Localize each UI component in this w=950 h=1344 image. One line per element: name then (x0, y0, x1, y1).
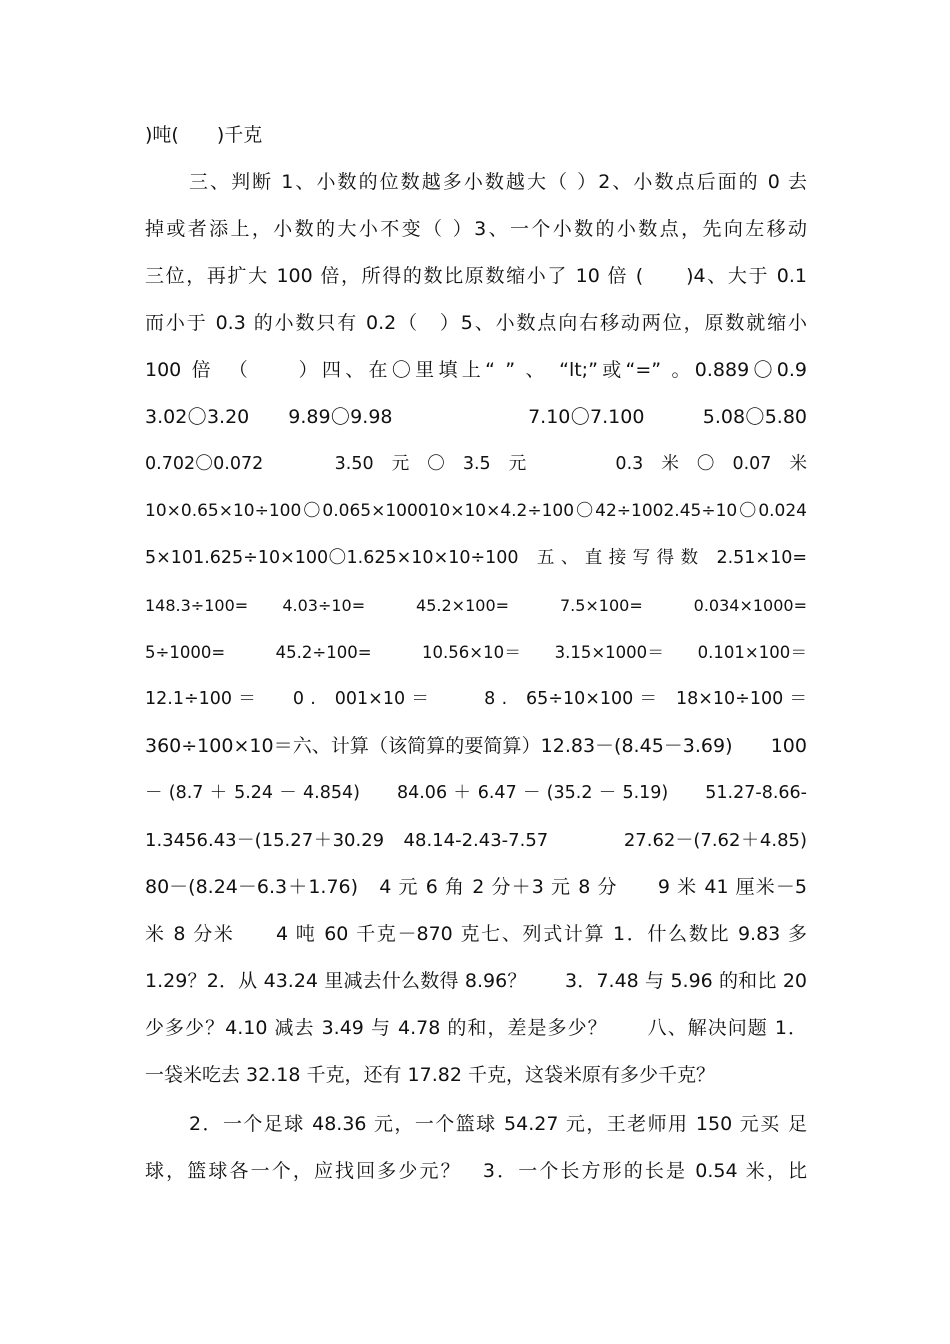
text-line: 米 8 分米 4 吨 60 千克－870 克七、列式计算 1．什么数比 9.83 多 (145, 923, 807, 945)
text-line: － (8.7 ＋ 5.24 － 4.854) 84.06 ＋ 6.47 － (35.2 － 5.19) 51.27-8.66- (145, 783, 807, 803)
text-line: 少多少？4.10 减去 3.49 与 4.78 的和，差是多少？ 八、解决问题 1． (145, 1017, 807, 1039)
text-line: 1.3456.43－(15.27＋30.29 48.14-2.43-7.57 27.62－(7.62＋4.85) (145, 830, 807, 851)
text-line: 148.3÷100= 4.03÷10= 45.2×100= 7.5×100= 0.034×1000= (145, 596, 807, 615)
text-line: 球，篮球各一个，应找回多少元？ 3．一个长方形的长是 0.54 米，比 (145, 1160, 807, 1182)
text-line: 三位，再扩大 100 倍，所得的数比原数缩小了 10 倍 ( )4、大于 0.1 (145, 265, 807, 287)
text-line: 三、判断 1、小数的位数越多小数越大（ ）2、小数点后面的 0 去 (189, 171, 807, 193)
text-line: 5×101.625÷10×100〇1.625×10×10÷100 五 、 直 接 写 得 数 2.51×10= (145, 548, 807, 568)
text-line: 360÷100×10＝六、计算（该简算的要简算）12.83－(8.45－3.69) 100 (145, 735, 807, 757)
text-line: 100 倍 （ ）四、在〇里填上“ ” 、 “lt;”或“=” 。0.889〇0.9 (145, 359, 807, 381)
text-line: 12.1÷100 ＝ 0 . 001×10 ＝ 8 . 65÷10×100 ＝ 18×10÷100 ＝ (145, 689, 807, 709)
text-line: 0.702〇0.072 3.50 元 〇 3.5 元 0.3 米 〇 0.07 米 (145, 454, 807, 474)
text-line: 10×0.65×10÷100〇0.065×100010×10×4.2÷100〇42÷1002.45÷10〇0.024 (145, 501, 807, 521)
text-line: 2．一个足球 48.36 元，一个篮球 54.27 元，王老师用 150 元买 足 (189, 1113, 807, 1135)
document-body (145, 112, 807, 1195)
text-line: 80－(8.24－6.3＋1.76) 4 元 6 角 2 分＋3 元 8 分 9 米 41 厘米－5 (145, 876, 807, 898)
text-line: )吨( )千克 (145, 124, 263, 146)
text-line: 1.29？2．从 43.24 里减去什么数得 8.96？ 3．7.48 与 5.96 的和比 20 (145, 970, 807, 992)
text-line: 3.02〇3.20 9.89〇9.98 7.10〇7.100 5.08〇5.80 (145, 406, 807, 428)
text-line: 一袋米吃去 32.18 千克，还有 17.82 千克，这袋米原有多少千克？ (145, 1064, 715, 1086)
text-line: 掉或者添上，小数的大小不变（ ）3、一个小数的小数点，先向左移动 (145, 218, 807, 240)
text-line: 而小于 0.3 的小数只有 0.2（ ）5、小数点向右移动两位，原数就缩小 (145, 312, 807, 334)
text-line: 5÷1000= 45.2÷100= 10.56×10＝ 3.15×1000＝ 0.101×100＝ (145, 643, 807, 662)
